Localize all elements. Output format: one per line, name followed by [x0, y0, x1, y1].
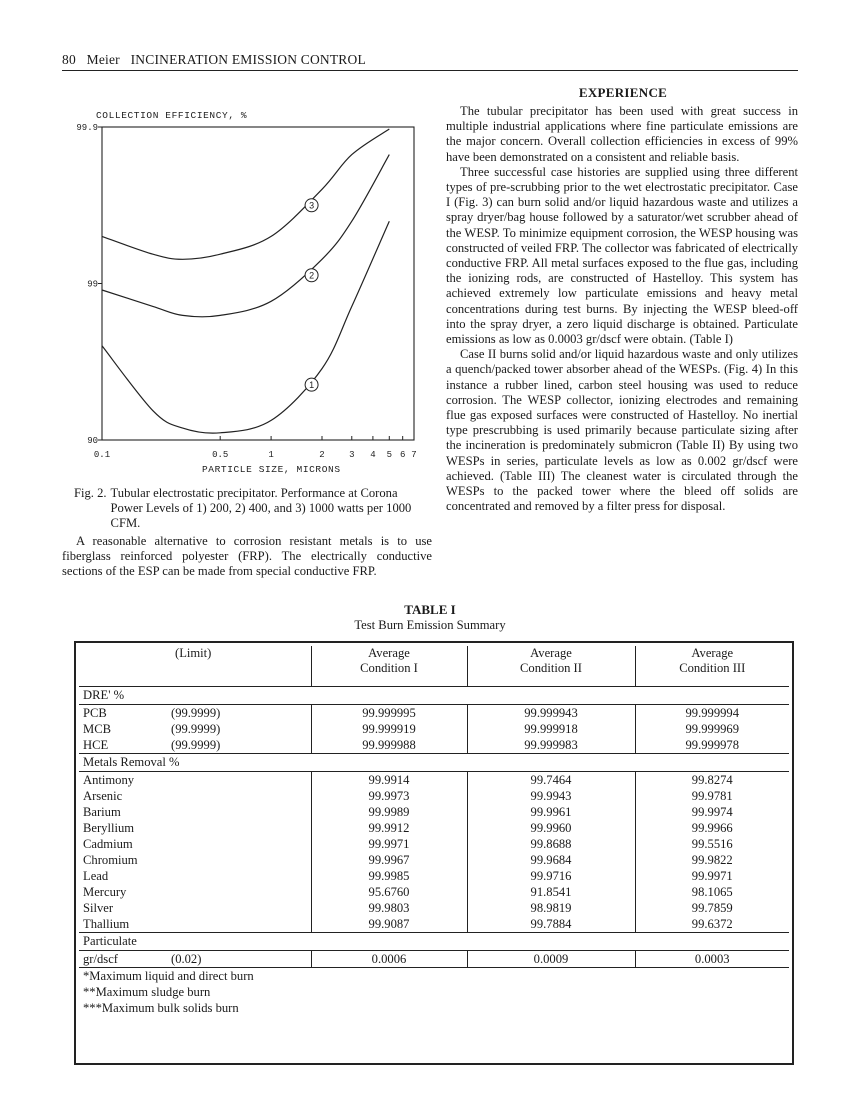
cell: 99.9960 — [467, 820, 635, 836]
header-rule — [62, 70, 798, 71]
curve-marker-1 — [305, 378, 318, 391]
curve-marker-label: 3 — [309, 200, 315, 211]
cell: 91.8541 — [467, 884, 635, 900]
cell: 99.9914 — [311, 772, 467, 789]
table-row — [79, 916, 789, 933]
left-body-text — [62, 534, 432, 580]
table-row — [79, 804, 789, 820]
x-tick-label: 6 — [399, 450, 406, 460]
cell: 99.9961 — [467, 804, 635, 820]
table-row — [79, 705, 789, 722]
cell: 95.6760 — [311, 884, 467, 900]
cell: 99.9973 — [311, 788, 467, 804]
row-name: Mercury — [83, 885, 127, 899]
table-title: TABLE I — [404, 602, 456, 617]
table-row — [79, 737, 789, 754]
emission-table-grid — [79, 646, 789, 1016]
cell: 99.8688 — [467, 836, 635, 852]
cell: 0.0003 — [635, 951, 789, 968]
cell: 99.999943 — [467, 705, 635, 722]
row-name: gr/dscf — [83, 952, 118, 966]
cell: 99.999918 — [467, 721, 635, 737]
cell: 99.9966 — [635, 820, 789, 836]
cell: 99.999919 — [311, 721, 467, 737]
footnotes — [79, 968, 789, 1017]
row-name: Antimony — [83, 773, 135, 787]
x-tick-label: 4 — [370, 450, 376, 460]
y-tick-label: 99.9 — [76, 123, 98, 133]
cell: 99.9943 — [467, 788, 635, 804]
cell: 99.6372 — [635, 916, 789, 933]
row-name: Thallium — [83, 917, 130, 931]
cell: 99.9912 — [311, 820, 467, 836]
section-particulate — [79, 933, 789, 951]
x-tick-label: 1 — [268, 450, 274, 460]
table-row — [79, 772, 789, 789]
cell: 99.9989 — [311, 804, 467, 820]
table-row — [79, 951, 789, 968]
caption-text: Tubular electrostatic precipitator. Performance at Corona Power Levels of 1) 200, 2) 400, and 3) 1000 watts per 1000 CFM. — [110, 486, 412, 531]
cell: 99.9971 — [635, 868, 789, 884]
row-name: Silver — [83, 901, 114, 915]
header-condition-1: Average Condition I — [311, 646, 467, 687]
curve-marker-2 — [305, 269, 318, 282]
left-paragraph: A reasonable alternative to corrosion resistant metals is to use fiberglass reinforced polyester (FRP). The electrically conductive sections of the ESP can be made from special conductive FRP. — [62, 534, 432, 579]
row-name: MCB — [83, 722, 111, 736]
section-label: Metals Removal % — [79, 754, 789, 772]
cell: 99.9684 — [467, 852, 635, 868]
cell: 99.999988 — [311, 737, 467, 754]
page-number: 80 — [62, 52, 76, 67]
header-limit: (Limit) — [175, 646, 212, 660]
table-row — [79, 721, 789, 737]
cell: 99.999983 — [467, 737, 635, 754]
emission-table — [74, 641, 794, 1065]
experience-paragraph-1: The tubular precipitator has been used with great success in multiple industrial applications where fine particulate emissions are the major concern. Overall collection efficiencies in excess of 99% have been demonstrated on a consistent and reliable basis. — [446, 104, 798, 164]
table-row — [79, 852, 789, 868]
cell: 99.999969 — [635, 721, 789, 737]
row-name: Arsenic — [83, 789, 123, 803]
header-condition-3: Average Condition III — [635, 646, 789, 687]
series-line-3 — [102, 129, 389, 259]
cell: 99.7859 — [635, 900, 789, 916]
row-name: HCE — [83, 738, 109, 752]
cell: 99.9967 — [311, 852, 467, 868]
chart-xlabel: PARTICLE SIZE, MICRONS — [202, 464, 341, 475]
x-tick-label: 0.1 — [93, 450, 111, 460]
x-tick-label: 5 — [386, 450, 392, 460]
curve-marker-label: 2 — [309, 270, 315, 281]
section-label: DRE' % — [79, 687, 789, 705]
cell: 98.1065 — [635, 884, 789, 900]
table-subtitle: Test Burn Emission Summary — [354, 618, 506, 632]
cell: 99.9974 — [635, 804, 789, 820]
cell: 99.999978 — [635, 737, 789, 754]
x-tick-label: 7 — [411, 450, 417, 460]
figure-chart — [60, 104, 435, 476]
running-title: Meier INCINERATION EMISSION CONTROL — [86, 52, 366, 67]
cell: 0.0009 — [467, 951, 635, 968]
cell: 99.9087 — [311, 916, 467, 933]
row-name: Beryllium — [83, 821, 135, 835]
curve-marker-label: 1 — [309, 379, 315, 390]
chart-ylabel: COLLECTION EFFICIENCY, % — [96, 110, 248, 121]
cell: 99.9781 — [635, 788, 789, 804]
row-limit: (0.02) — [171, 952, 202, 966]
row-name: Cadmium — [83, 837, 133, 851]
footnote: ***Maximum bulk solids burn — [83, 1001, 239, 1015]
table-header-row — [79, 646, 789, 687]
table-row — [79, 884, 789, 900]
row-name: Chromium — [83, 853, 138, 867]
x-tick-label: 0.5 — [212, 450, 229, 460]
table-row — [79, 868, 789, 884]
cell: 99.9822 — [635, 852, 789, 868]
y-tick-label: 99 — [87, 279, 98, 290]
experience-paragraph-3: Case II burns solid and/or liquid hazardous waste and only utilizes a quench/packed tower absorber ahead of the WESPs. (Fig. 4) In this instance a rubber lined, carbon steel housing was used to reduce corrosion. The WESP collector, ionizing electrodes and remaining flue gas exposed surfaces were constructed of Hastelloy. No inertial type prescrubbing is used primarily because particulate sizing after the incineration is predominately submicron (Table II) By using two WESPs in series, particulate levels as low as 0.002 gr/dscf were achieved. (Table III) The cleanest water is circulated through the WESPs to the packed tower where the bleed off solids are concentrated and removed by a filter press for disposal. — [446, 347, 798, 514]
curve-marker-3 — [305, 199, 318, 212]
cell: 0.0006 — [311, 951, 467, 968]
experience-body — [446, 104, 798, 514]
row-limit: (99.9999) — [171, 722, 221, 736]
table-row — [79, 820, 789, 836]
footnote: *Maximum liquid and direct burn — [83, 969, 254, 983]
header-condition-2: Average Condition II — [467, 646, 635, 687]
cell: 99.9716 — [467, 868, 635, 884]
cell: 99.7464 — [467, 772, 635, 789]
cell: 99.7884 — [467, 916, 635, 933]
cell: 99.999995 — [311, 705, 467, 722]
cell: 99.999994 — [635, 705, 789, 722]
figure-caption — [74, 486, 430, 532]
experience-paragraph-2: Three successful case histories are supplied using three different types of pre-scrubbing prior to the wet electrostatic precipitator. Case I (Fig. 3) can burn solid and/or liquid hazardous waste and utilizes a spray dryer/bag house followed by a saturator/wet scrubber ahead of the WESP. To minimize equipment corrosion, the WESP housing was constructed of veiled FRP. The collector was fabricated of electrically conductive FRP. All metal surfaces exposed to the flue gas, including the ionizing rods, are constructed of Hastelloy. This system has achieved extremely low particulate emissions and heavy metal concentrations during test burns. By injecting the WESP bleed-off into the spray dryer, a zero liquid discharge is obtained. Particulate emissions as low as 0.0003 gr/dscf were obtain. (Table I) — [446, 164, 798, 347]
section-dre — [79, 687, 789, 705]
table-row — [79, 836, 789, 852]
cell: 99.9803 — [311, 900, 467, 916]
plot-frame — [102, 127, 414, 440]
x-tick-label: 2 — [319, 450, 325, 460]
series-line-1 — [102, 221, 389, 433]
cell: 98.9819 — [467, 900, 635, 916]
table-row — [79, 788, 789, 804]
footnote: **Maximum sludge burn — [83, 985, 211, 999]
row-name: PCB — [83, 706, 107, 720]
series-line-2 — [102, 155, 389, 317]
section-label: Particulate — [79, 933, 789, 951]
y-tick-label: 90 — [87, 436, 98, 446]
cell: 99.5516 — [635, 836, 789, 852]
row-name: Lead — [83, 869, 109, 883]
section-metals — [79, 754, 789, 772]
row-limit: (99.9999) — [171, 706, 221, 720]
footnotes-row — [79, 968, 789, 1017]
caption-label: Fig. 2. — [74, 486, 107, 500]
row-name: Barium — [83, 805, 121, 819]
cell: 99.8274 — [635, 772, 789, 789]
running-header — [62, 52, 366, 68]
table-row — [79, 900, 789, 916]
x-tick-label: 3 — [349, 450, 355, 460]
experience-heading: EXPERIENCE — [578, 85, 668, 100]
row-limit: (99.9999) — [171, 738, 221, 752]
cell: 99.9985 — [311, 868, 467, 884]
cell: 99.9971 — [311, 836, 467, 852]
